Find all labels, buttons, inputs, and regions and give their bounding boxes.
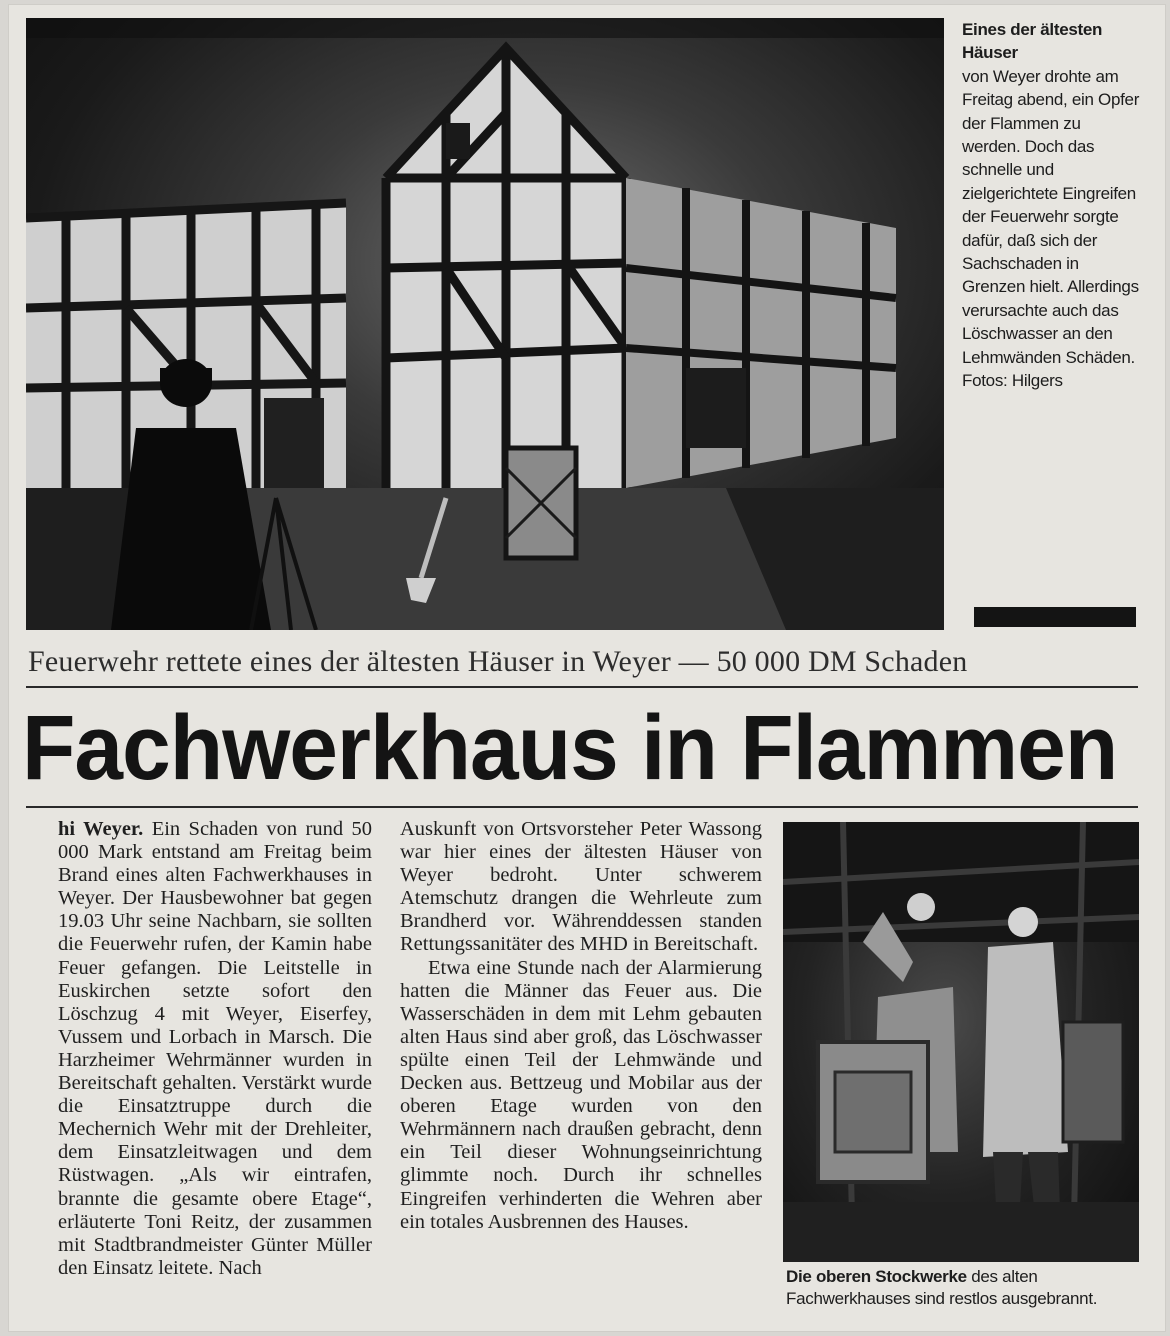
article-paragraph: Etwa eine Stunde nach der Alarmierung hatten die Männer das Feuer aus. Die Wasserschäden in dem mit Lehm gebauten alten Haus sind aber groß, das Löschwasser spülte einen Teil der Lehmwände und Decken aus. Bettzeug und Mobilar aus der oberen Etage wurden von den Wehrmännern nach draußen gebracht, denn ein Teil dieser Wohnungseinrichtung glimmte noch. Durch ihr schnelles Eingreifen verhinderten die Wehren aber ein totales Ausbrennen des Hauses. (400, 956, 762, 1233)
caption-body: des alten Fachwerkhauses sind restlos ausgebrannt. (786, 1267, 1098, 1308)
headline: Fachwerkhaus in Flammen (22, 697, 1118, 799)
house-fire-photo (26, 18, 944, 630)
house-fire-illustration (26, 18, 944, 630)
firefighters-photo (783, 822, 1139, 1262)
subheadline: Feuerwehr rettete eines der ältesten Häuser in Weyer — 50 000 DM Schaden (28, 645, 968, 678)
caption-bar (974, 607, 1136, 627)
caption-lead: Eines der ältesten Häuser (962, 20, 1103, 63)
photo-caption-bottom (786, 1266, 1138, 1310)
article-column-1 (30, 818, 372, 1280)
firefighters-illustration (783, 822, 1139, 1262)
photo-caption (962, 18, 1142, 393)
caption-lead: Die oberen Stockwerke (786, 1267, 967, 1286)
article-paragraph: Auskunft von Ortsvorsteher Peter Wassong war hier eines der ältesten Häuser von Weyer bedroht. Unter schwerem Atemschutz drangen die Wehrleute zum Brandherd vor. Währenddessen standen Rettungssanitäter des MHD in Bereitschaft. (400, 818, 762, 956)
photo-credit: Fotos: Hilgers (962, 371, 1063, 391)
article-column-2 (400, 818, 762, 1234)
dateline: hi Weyer. (58, 818, 144, 840)
article-text-col1: Ein Schaden von rund 50 000 Mark entstand am Freitag beim Brand eines alten Fachwerkhauses in Weyer. Der Hausbewohner bat gegen 19.03 Uhr seine Nachbarn, sie sollten die Feuerwehr rufen, der Kamin habe Feuer gefangen. Die Leitstelle in Euskirchen setzte sofort den Löschzug 4 mit Weyer, Eiserfey, Vussem und Lorbach in Marsch. Die Harzheimer Wehrmänner wurden in Bereitschaft gehalten. Verstärkt wurde die Einsatztruppe durch die Mechernich Wehr mit der Drehleiter, dem Einsatzleitwagen und dem Rüstwagen. „Als wir eintrafen, brannte die gesamte obere Etage“, erläuterte Toni Reitz, der zusammen mit Stadtbrandmeister Günter Müller den Einsatz leitete. Nach (58, 818, 373, 1279)
divider-rule (26, 806, 1138, 808)
caption-body: von Weyer drohte am Freitag abend, ein Opfer der Flammen zu werden. Doch das schnelle und zielgerichtete Eingreifen der Feuerwehr sorgte dafür, daß sich der Sachschaden in Grenzen hielt. Allerdings verursachte auch das Löschwasser an den Lehmwänden Schäden. (962, 66, 1140, 367)
